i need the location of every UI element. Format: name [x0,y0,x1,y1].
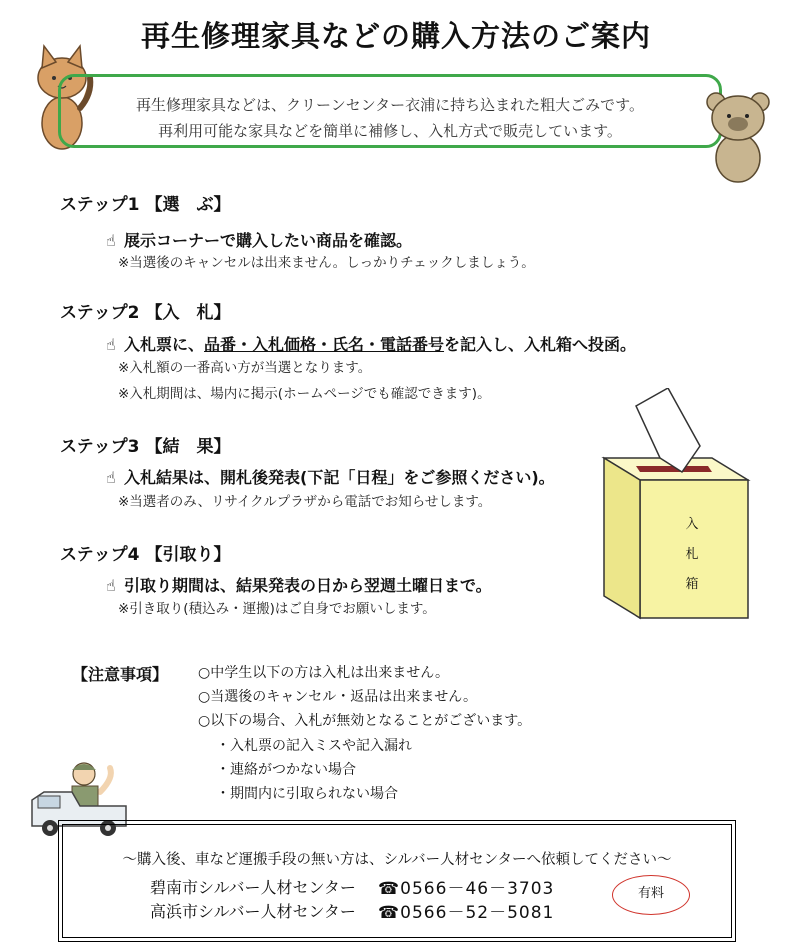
caution-subitem-2: ・連絡がつかない場合 [216,762,356,778]
step-4-note-1: ※引き取り(積込み・運搬)はご自身でお願いします。 [118,601,436,617]
step-4-name: 【引取り】 [145,545,231,565]
step-1-note-1: ※当選後のキャンセルは出来ません。しっかりチェックしましょう。 [118,255,535,271]
caution-label: 【注意事項】 [72,665,169,684]
step-3-name: 【結 果】 [145,437,231,457]
step-4-label: ステップ4 [60,545,140,565]
step-2-heading [60,298,231,323]
pointing-hand-icon: ☝ [106,231,116,250]
step-3-note-1: ※当選者のみ、リサイクルプラザから電話でお知らせします。 [118,494,492,510]
step-2-note-2: ※入札期間は、場内に掲示(ホームページでも確認できます)。 [118,386,491,402]
caution-item-2: ○当選後のキャンセル・返品は出来ません。 [198,689,478,705]
step-2-name: 【入 札】 [145,303,231,323]
step-3-label: ステップ3 [60,437,140,457]
step-1-main [106,228,412,251]
caution-item-3: ○以下の場合、入札が無効となることがございます。 [198,713,532,729]
step-4-main-text: 引取り期間は、結果発表の日から翌週土曜日まで。 [124,576,492,595]
center-name-hekinan: 碧南市シルバー人材センター [150,878,356,897]
step-3-main-text: 入札結果は、開札後発表(下記「日程」をご参照ください)。 [124,468,555,487]
fee-badge: 有料 [612,875,690,915]
pointing-hand-icon: ☝ [106,468,116,487]
pointing-hand-icon: ☝ [106,335,116,354]
step-2-label: ステップ2 [60,303,140,323]
step-3-main [106,465,555,488]
step-2-main-underlined: 品番・入札価格・氏名・電話番号 [204,335,445,354]
ballot-box-illustration [596,388,756,620]
step-3-heading [60,432,231,457]
step-1-label: ステップ1 [60,195,140,215]
center-tel-hekinan: ☎0566－46－3703 [378,879,555,899]
step-4-main [106,573,492,596]
step-2-note-1: ※入札額の一番高い方が当選となります。 [118,360,372,376]
center-tel-takahama: ☎0566－52－5081 [378,903,555,923]
step-2-main [106,332,636,355]
caution-subitem-1: ・入札票の記入ミスや記入漏れ [216,738,412,754]
ballot-box-label: 入札箱 [685,517,699,592]
bear-illustration [702,88,774,184]
step-1-main-text: 展示コーナーで購入したい商品を確認。 [124,231,413,250]
step-2-main-before: 入札票に、 [124,335,205,354]
center-name-takahama: 高浜市シルバー人材センター [150,902,356,921]
step-2-main-after: を記入し、入札箱へ投函。 [444,335,637,354]
step-1-heading [60,190,231,215]
caution-subitem-3: ・期間内に引取られない場合 [216,786,398,802]
page-title: 再生修理家具などの購入方法のご案内 [140,19,651,53]
bottom-note: ～購入後、車など運搬手段の無い方は、シルバー人材センターへ依頼してください～ [122,852,672,868]
pointing-hand-icon: ☝ [106,576,116,595]
intro-line-2: 再利用可能な家具などを簡単に補修し、入札方式で販売しています。 [158,122,622,140]
intro-line-1: 再生修理家具などは、クリーンセンター衣浦に持ち込まれた粗大ごみです。 [136,96,644,114]
step-1-name: 【選 ぶ】 [145,195,231,215]
step-4-heading [60,540,231,565]
caution-item-1: ○中学生以下の方は入札は出来ません。 [198,665,450,681]
